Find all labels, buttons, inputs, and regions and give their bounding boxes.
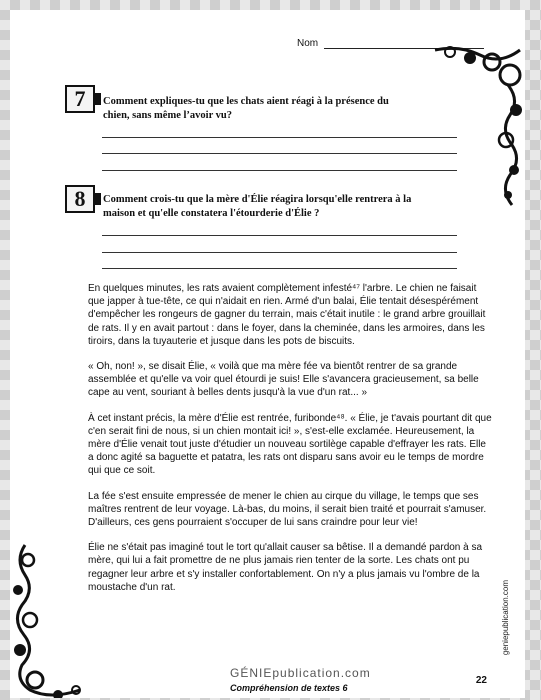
story-paragraph-5: Élie ne s'était pas imaginé tout le tort qu'allait causer sa bêtise. Il a demandé pardon à sa mère, qui lui a fait promettre de ne plus jamais rien tenter de la sorte. Les chats ont pu regagner leur arbre et s'y installer confortablement. On n'y a plus jamais vu l'ombre de la moustache d'un rat. (88, 542, 483, 593)
footer-title: Compréhension de textes 6 (230, 683, 348, 693)
ornament-corner-top-right (430, 40, 525, 210)
side-url: geniepublication.com (501, 580, 510, 656)
question-7-line-2: chien, sans même l’avoir vu? (103, 110, 233, 121)
answer-line[interactable] (102, 252, 457, 253)
answer-line[interactable] (102, 137, 457, 138)
question-8-line-1: Comment crois-tu que la mère d'Élie réagira lorsqu'elle rentrera à la (103, 194, 412, 205)
question-7-text (103, 95, 389, 123)
story-paragraph-3: À cet instant précis, la mère d'Élie est rentrée, furibonde⁴⁸. « Élie, je t'avais pourtant dit que c'en serait fini de nous, si un chien montait ici! », s'est-elle exclamée. Heureusement, la mère d'Élie venait tout juste d'étudier un nouveau sortilège capable d'effrayer les rats. Elle a donc agité sa baguette et patatra, les rats ont disparu sans avoir eu le temps de mordre qui que ce soit. (88, 412, 492, 477)
answer-line[interactable] (102, 153, 457, 154)
page-number: 22 (475, 675, 487, 686)
question-number-7: 7 (65, 85, 95, 113)
answer-line[interactable] (102, 268, 457, 269)
story-text (88, 282, 492, 606)
question-number-8: 8 (65, 185, 95, 213)
answer-line[interactable] (102, 235, 457, 236)
publisher-logo: GÉNIEpublication.com (230, 666, 371, 680)
worksheet-page (10, 10, 525, 698)
ornament-corner-bottom-left (10, 540, 90, 698)
story-paragraph-2: « Oh, non! », se disait Élie, « voilà que ma mère fée va bientôt rentrer de sa grande assemblée et qu'elle va voir quel étourdi je suis! Elle s'avancera gracieusement, sa belle cape au vent, souriant à belles dents jusqu'à la vue d'un rat... » (88, 361, 479, 399)
question-8-text (103, 193, 411, 221)
story-paragraph-1: En quelques minutes, les rats avaient complètement infesté⁴⁷ l'arbre. Le chien ne faisait que japper à tue-tête, ce qui n'aidait en rien. Armé d'un balai, Élie tentait désespérément d'empêcher les rongeurs de gagner du terrain, mais c'était inutile : le grand arbre grouillait de rats. Il y en avait partout : dans le foyer, dans la cheminée, dans les armoires, dans les tiroirs, dans la tuyauterie et jusque dans les pots de biscuits. (88, 283, 486, 347)
question-8-line-2: maison et qu'elle constatera l'étourderie d'Élie ? (103, 208, 320, 219)
story-paragraph-4: La fée s'est ensuite empressée de mener le chien au cirque du village, le temps que ses maîtres rentrent de leur voyage. Là-bas, du moins, il serait bien traité et pourrait s'amuser. D'ailleurs, ces gens pourraient s'occuper de lui sans craindre pour leur vie! (88, 490, 487, 529)
question-7-line-1: Comment expliques-tu que les chats aient réagi à la présence du (103, 96, 389, 107)
name-label: Nom (297, 38, 319, 49)
answer-line[interactable] (102, 170, 457, 171)
